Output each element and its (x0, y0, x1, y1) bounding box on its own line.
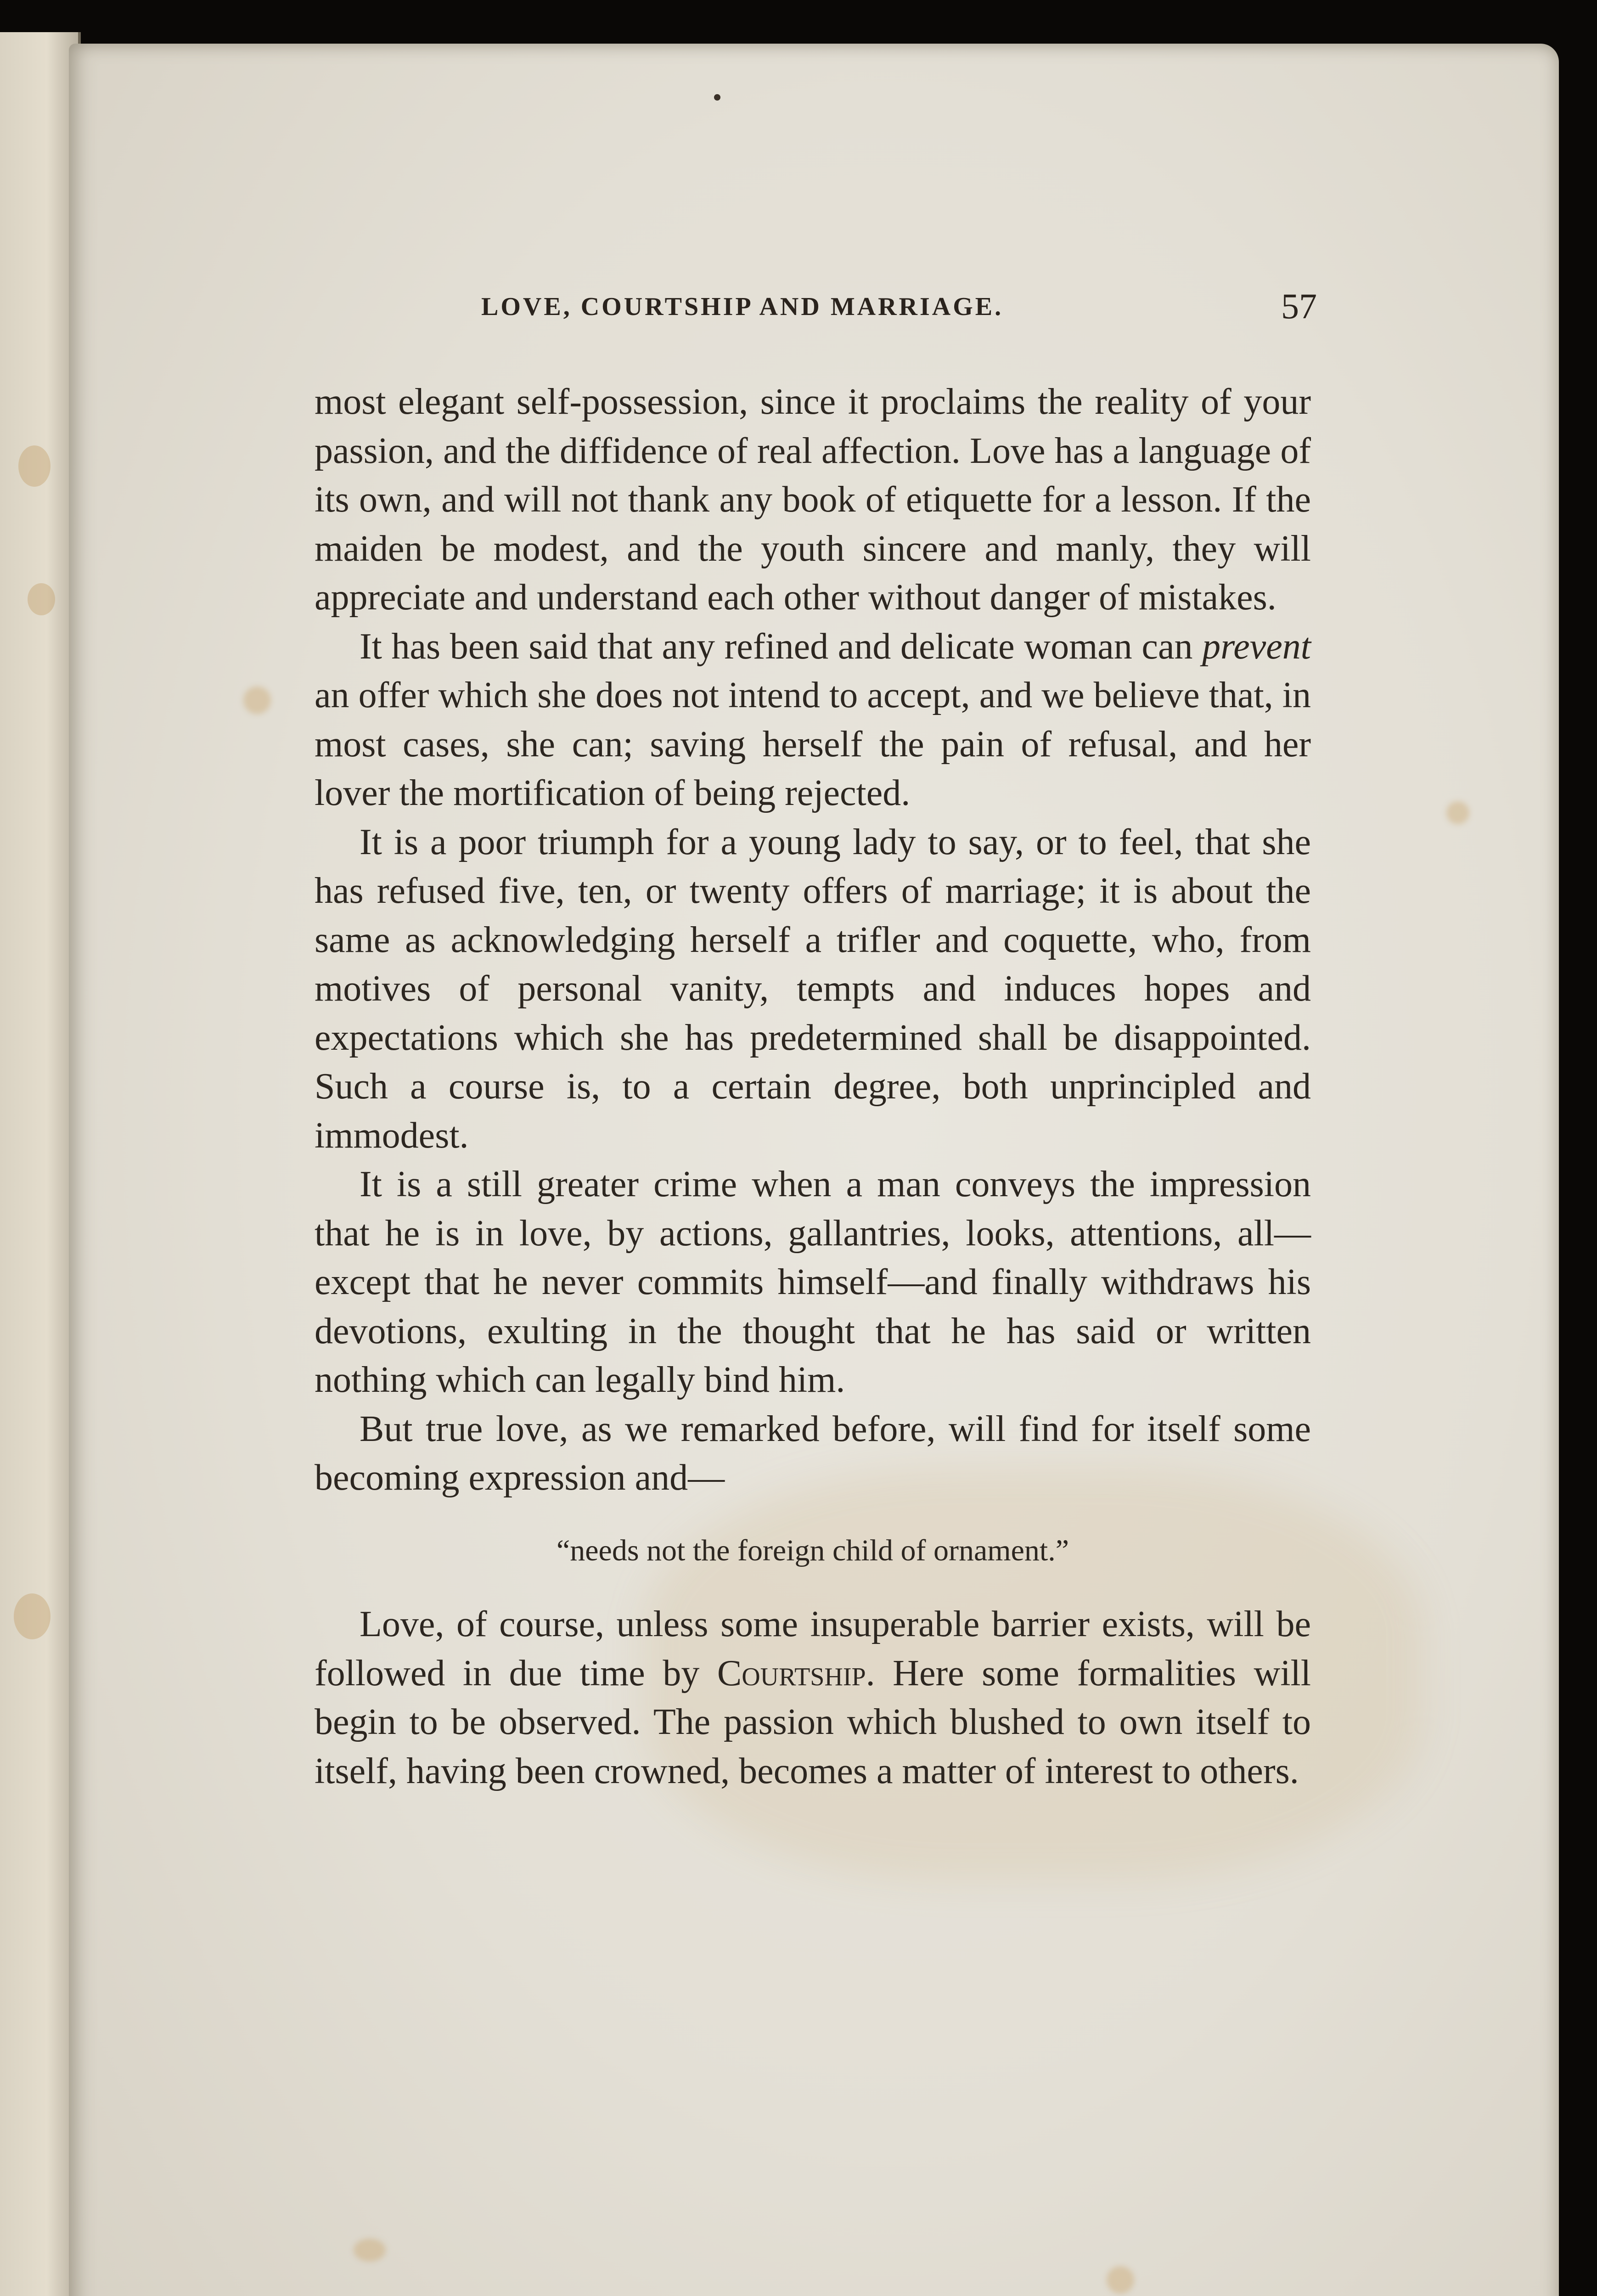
small-caps-word: Courtship. (717, 1653, 875, 1694)
paragraph: But true love, as we remarked before, will find for itself some becoming expression and— (315, 1408, 1311, 1498)
paragraph: It is a still greater crime when a man conveys the impression that he is in love, by actions, gallantries, looks, attentions, all—except that he never commits himself—and finally withdraws his devotions, exulting in the thought that he has said or written nothing which can legally bind him. (315, 1164, 1311, 1400)
paragraph: most elegant self-possession, since it proclaims the reality of your passion, and the diffidence of real affection. Love has a language of its own, and will not thank any book of etiquette for a lesson. If the maiden be modest, and the youth sincere and manly, they will appreciate and understand each other without danger of mistakes. (315, 382, 1311, 618)
foxing-spot (28, 583, 55, 615)
foxing-spot (1446, 801, 1469, 824)
text-run: an offer which she does not intend to accept, and we believe that, in most cases, she can; saving herself the pain of refusal, and her lover the mortification of being rejected. (315, 675, 1311, 813)
paragraph: It is a poor triumph for a young lady to say, or to feel, that she has refused five, ten, or twenty offers of marriage; it is about the same as acknowledging herself a trifler and coquette, who, from motives of personal vanity, tempts and induces hopes and expectations which she has predetermined shall be disappointed. Such a course is, to a certain degree, both unprincipled and immodest. (315, 822, 1311, 1156)
paragraph (315, 622, 1311, 818)
body-text (315, 377, 1311, 1795)
paragraph (315, 1600, 1311, 1795)
page-number: 57 (1281, 286, 1317, 326)
foxing-spot (14, 1593, 51, 1639)
italic-word: prevent (1202, 626, 1311, 667)
quotation: “needs not the foreign child of ornament.” (556, 1533, 1069, 1567)
text-run: Love, of course, unless some insuperable barrier exists, will be followed in due time by (315, 1604, 1311, 1694)
page-header (481, 286, 1317, 332)
running-head: LOVE, COURTSHIP AND MARRIAGE. (481, 293, 1004, 321)
text-run: It has been said that any refined and delicate woman can (360, 626, 1203, 667)
ink-dot (714, 94, 720, 101)
foxing-spot (354, 2239, 386, 2262)
foxing-spot (18, 445, 51, 487)
foxing-spot (1107, 2266, 1134, 2294)
foxing-spot (243, 687, 271, 714)
text-run: Here some formalities will begin to be observed. The passion which blushed to own itself to itself, having been crowned, becomes a matter of interest to others. (315, 1653, 1311, 1791)
